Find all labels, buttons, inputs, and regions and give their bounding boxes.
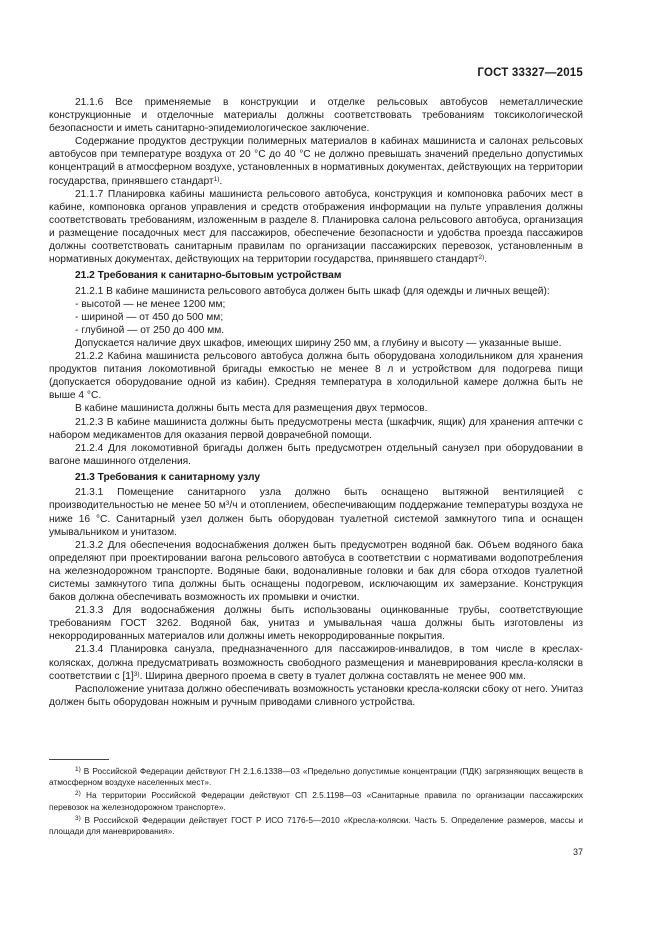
paragraph-polymer-destruction — [49, 135, 583, 187]
superscript-cubic: 3 — [225, 500, 230, 508]
paragraph-text: . — [219, 175, 223, 187]
page-number: 37 — [572, 847, 583, 857]
document-code-header: ГОСТ 33327—2015 — [477, 67, 583, 79]
paragraph-21-2-3: 21.2.3 В кабине машиниста должны быть предусмотрены места (шкафчик, ящик) для хранения аптечки с набором медикаментов для оказания первой доврачебной помощи. — [49, 416, 583, 441]
list-item-width: - шириной — от 450 до 500 мм; — [75, 311, 224, 323]
list-item-depth: - глубиной — от 250 до 400 мм. — [75, 324, 225, 336]
paragraph-21-1-7 — [49, 188, 583, 267]
footnote-mark: 2) — [75, 790, 81, 798]
list-item-height: - высотой — не менее 1200 мм; — [75, 298, 226, 310]
footnote-ref-3: 3) — [133, 670, 140, 678]
paragraph-text: . Ширина дверного проема в свету в туалет должна составлять не менее 900 мм. — [139, 670, 526, 682]
footnote-3 — [49, 815, 583, 837]
paragraph-21-1-6: 21.1.6 Все применяемые в конструкции и отделке рельсовых автобусов неметаллические конструкционные и отделочные материалы должны соответствовать требованиям токсикологической безопасности и иметь санитарно-эпидемиологическое заключение. — [49, 97, 583, 135]
paragraph-toilet-placement: Расположение унитаза должно обеспечивать возможность установки кресла-коляски сбоку от него. Унитаз должен быть оборудован ножным и ручным приводами сливного устройства. — [49, 683, 583, 708]
footnotes — [49, 766, 583, 839]
section-heading-21-3: 21.3 Требования к санитарному узлу — [75, 471, 261, 483]
paragraph-two-cabinets: Допускается наличие двух шкафов, имеющих ширину 250 мм, а глубину и высоту — указанные выше. — [75, 338, 562, 349]
footnote-separator — [49, 759, 109, 760]
paragraph-21-3-4 — [49, 643, 583, 682]
footnote-ref-2: 2) — [478, 254, 485, 262]
paragraph-text: /ч и отоплением, обеспечивающим поддержание температуры воздуха не ниже 16 °С. Санитарный узел должен быть оборудован туалетной системой замкнутого типа и оснащен умывальником и унитазом. — [49, 500, 583, 538]
paragraph-text: . — [484, 254, 488, 266]
paragraph-21-3-3: 21.3.3 Для водоснабжения должны быть использованы оцинкованные трубы, соответствующие требованиям ГОСТ 3262. Водяной бак, унитаз и умывальная чаша должны быть изготовлены из некорродированных материалов или должны иметь некорродированные покрытия. — [49, 605, 583, 643]
main-text — [49, 96, 583, 709]
footnote-1 — [49, 766, 583, 788]
footnote-text: В Российской Федерации действуют ГН 2.1.6.1338—03 «Предельно допустимые концентрации (ПДК) загрязняющих веществ в атмосферном воздухе населенных мест». — [49, 766, 583, 788]
paragraph-21-2-4: 21.2.4 Для локомотивной бригады должен быть предусмотрен отдельный санузел при оборудовании в вагоне машинного отделения. — [49, 442, 583, 467]
footnote-mark: 1) — [75, 766, 81, 773]
paragraph-21-3-2: 21.3.2 Для обеспечения водоснабжения должен быть предусмотрен водяной бак. Объем водяного бака определяют при проектировании вагона рельсового автобуса в соответствии с нормативами водопотребления на железнодорожном транспорте. Водяные баки, водоналивные головки и бак для сбора отходов туалетной системы замкнутого типа должны быть оснащены подогревом, исключающим их замерзание. Конструкция баков должна обеспечивать возможность их промывки и очистки. — [49, 539, 583, 604]
footnote-text: На территории Российской Федерации действуют СП 2.5.1198—03 «Санитарные правила по организации пассажирских перевозок на железнодорожном транспорте». — [49, 790, 583, 812]
paragraph-21-3-1 — [49, 486, 583, 538]
paragraph-text: 21.3.4 Планировка санузла, предназначенного для пассажиров-инвалидов, в том числе в креслах-колясках, должна предусматривать возможность свободного размещения и маневрирования кресла-коляски в соответствии с [1] — [49, 644, 583, 682]
paragraph-text: 21.3.1 Помещение санитарного узла должно быть оснащено вытяжной вентиляцией с производительностью не менее 50 м — [49, 487, 583, 512]
footnote-ref-1: 1) — [213, 175, 220, 183]
section-heading-21-2: 21.2 Требования к санитарно-бытовым устройствам — [75, 270, 342, 282]
paragraph-21-2-2: 21.2.2 Кабина машиниста рельсового автобуса должна быть оборудована холодильником для хранения продуктов питания локомотивной бригады емкостью не менее 8 л и устройством для подогрева пищи (допускается оборудование одной из кабин). Средняя температура в холодильной камере должна быть не выше 4 °С. — [49, 351, 583, 402]
paragraph-text: Содержание продуктов деструкции полимерных материалов в кабинах машиниста и салонах рельсовых автобусов при температуре воздуха от 20 °С до 40 °С не должно превышать значений предельно допустимых концентраций в атмосферном воздухе, установленных в нормативных документах, действующих на территории государства, принявшего стандарт — [49, 136, 583, 187]
footnote-mark: 3) — [75, 814, 81, 822]
paragraph-thermos: В кабине машиниста должны быть места для размещения двух термосов. — [75, 403, 428, 415]
paragraph-21-2-1: 21.2.1 В кабине машиниста рельсового автобуса должен быть шкаф (для одежды и личных вещей): — [75, 285, 550, 297]
footnote-text: В Российской Федерации действует ГОСТ Р ИСО 7176-5—2010 «Кресла-коляски. Часть 5. Определение размеров, массы и площади для маневрирования». — [49, 814, 583, 837]
paragraph-text: 21.1.7 Планировка кабины машиниста рельсового автобуса, конструкция и компоновка рабочих мест в кабине, компоновка органов управления и средств отображения информации на пульте управления должны соответствовать требованиям, изложенным в разделе 8. Планировка салона рельсового автобуса, организация и размещение посадочных мест для пассажиров, обеспечение безопасности и удобства проезда пассажиров должны соответствовать санитарным правилам по организации пассажирских перевозок, установленным в нормативных документах, действующих на территории государства, принявшего стандарт — [49, 188, 583, 266]
footnote-2 — [49, 790, 583, 812]
